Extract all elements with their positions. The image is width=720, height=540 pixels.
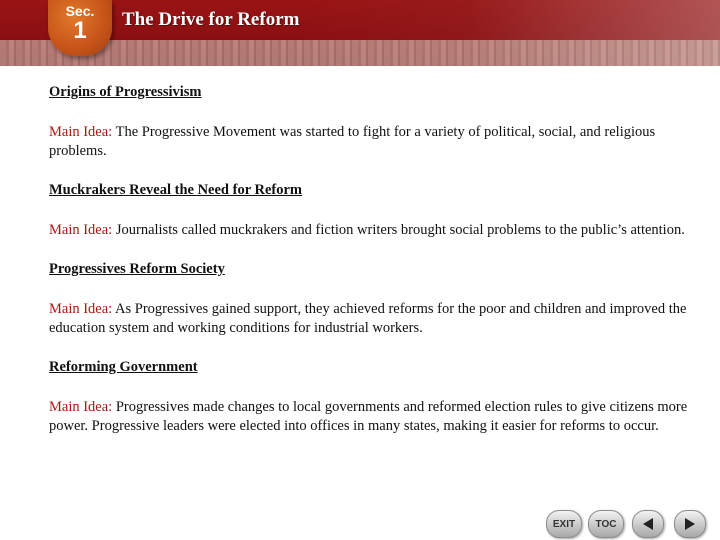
header-texture-band bbox=[0, 40, 720, 66]
section-heading: Origins of Progressivism bbox=[49, 84, 202, 100]
section-heading: Muckrakers Reveal the Need for Reform bbox=[49, 182, 302, 198]
section-reforming-government bbox=[49, 358, 699, 436]
main-idea-label: Main Idea: bbox=[49, 301, 113, 317]
main-idea-label: Main Idea: bbox=[49, 399, 113, 415]
main-idea-paragraph bbox=[49, 398, 699, 436]
arrow-left-icon bbox=[642, 517, 654, 531]
main-idea-text: The Progressive Movement was started to fight for a variety of political, social, and religious problems. bbox=[49, 124, 656, 159]
main-idea-text: Journalists called muckrakers and fiction writers brought social problems to the public’s attention. bbox=[112, 222, 685, 238]
main-idea-text: Progressives made changes to local governments and reformed election rules to give citizens more power. Progressive leaders were elected into offices in many states, making it easier for reforms to occur. bbox=[49, 399, 688, 434]
main-idea-paragraph bbox=[49, 123, 699, 161]
main-idea-text: As Progressives gained support, they achieved reforms for the poor and children and improved the education system and working conditions for industrial workers. bbox=[49, 301, 687, 336]
section-origins bbox=[49, 83, 699, 161]
section-badge-label: Sec. bbox=[65, 3, 95, 19]
main-idea-label: Main Idea: bbox=[49, 222, 113, 238]
previous-slide-button[interactable] bbox=[632, 510, 664, 538]
slide-title: The Drive for Reform bbox=[122, 9, 300, 30]
main-idea-paragraph bbox=[49, 221, 699, 240]
section-heading: Reforming Government bbox=[49, 359, 198, 375]
arrow-right-icon bbox=[684, 517, 696, 531]
section-badge bbox=[48, 0, 112, 56]
main-idea-paragraph bbox=[49, 300, 699, 338]
section-muckrakers bbox=[49, 181, 699, 240]
section-badge-number: 1 bbox=[73, 17, 87, 44]
toc-button[interactable]: TOC bbox=[588, 510, 624, 538]
section-heading: Progressives Reform Society bbox=[49, 261, 225, 277]
section-reform-society bbox=[49, 260, 699, 338]
slide-content bbox=[49, 83, 699, 456]
next-slide-button[interactable] bbox=[674, 510, 706, 538]
exit-button[interactable]: EXIT bbox=[546, 510, 582, 538]
main-idea-label: Main Idea: bbox=[49, 124, 113, 140]
